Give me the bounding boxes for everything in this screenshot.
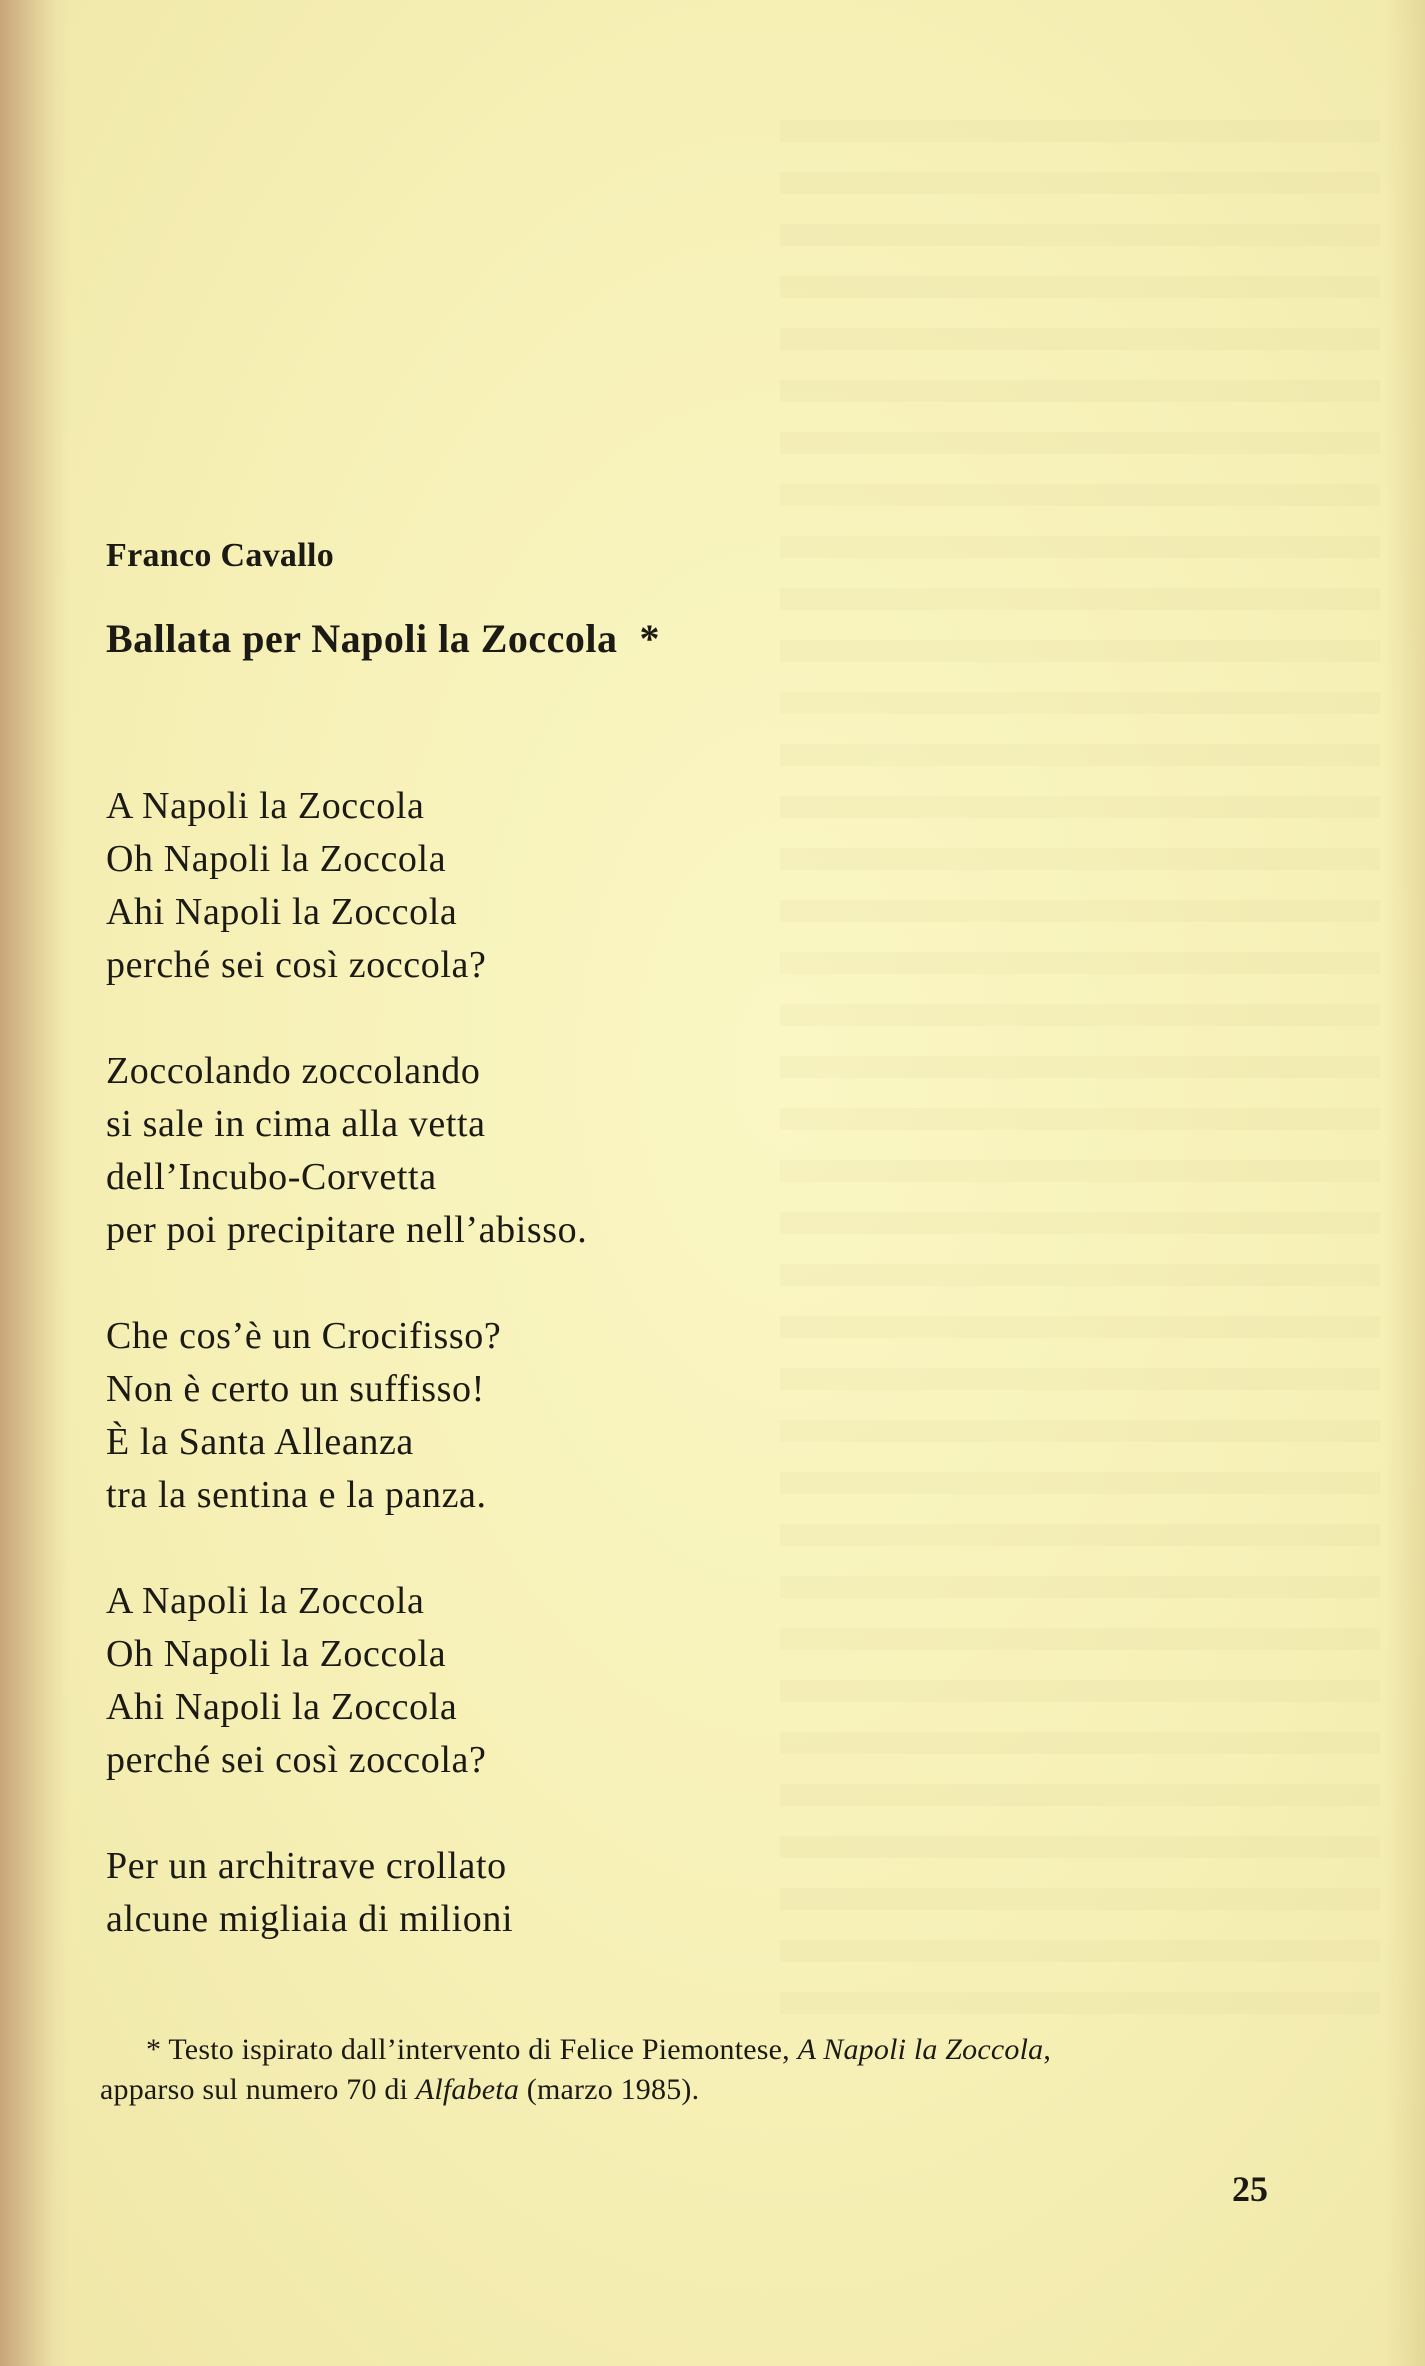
verse-line: Che cos’è un Crocifisso?	[106, 1315, 502, 1357]
stanza	[106, 1840, 587, 1946]
verse-line: Zoccolando zoccolando	[106, 1050, 481, 1092]
page-number: 25	[1232, 2169, 1268, 2209]
footnote-text: Testo ispirato dall’intervento di Felice Piemontese,	[168, 2033, 790, 2066]
footnote-text: (marzo 1985).	[526, 2073, 700, 2106]
stanza	[106, 1310, 587, 1522]
footnote-text: apparso sul numero 70 di	[100, 2073, 409, 2106]
footnote	[100, 2030, 1310, 2110]
verse-line: Per un architrave crollato	[106, 1845, 507, 1887]
verse-line: si sale in cima alla vetta	[106, 1103, 486, 1145]
verse-line: Ahi Napoli la Zoccola	[106, 891, 458, 933]
footnote-line	[100, 2030, 1310, 2070]
verse-line: Ahi Napoli la Zoccola	[106, 1686, 458, 1728]
poem-body	[106, 780, 587, 1946]
verse-line: perché sei così zoccola?	[106, 1739, 487, 1781]
footnote-text: ,	[1043, 2033, 1052, 2066]
verse-line: tra la sentina e la panza.	[106, 1474, 487, 1516]
verse-line: Non è certo un suffisso!	[106, 1368, 485, 1410]
footnote-line	[100, 2070, 1310, 2110]
poem-title	[106, 615, 660, 662]
stanza	[106, 780, 587, 992]
verse-line: dell’Incubo-Corvetta	[106, 1156, 437, 1198]
author-name: Franco Cavallo	[106, 537, 335, 574]
footnote-journal-title: Alfabeta	[415, 2073, 520, 2106]
poem-title-text: Ballata per Napoli la Zoccola	[106, 616, 618, 661]
stanza	[106, 1045, 587, 1257]
verse-line: Oh Napoli la Zoccola	[106, 1633, 447, 1675]
verse-line: È la Santa Alleanza	[106, 1421, 414, 1463]
verse-line: Oh Napoli la Zoccola	[106, 838, 447, 880]
verse-line: A Napoli la Zoccola	[106, 785, 425, 827]
verse-line: alcune migliaia di milioni	[106, 1898, 514, 1940]
footnote-marker: *	[146, 2033, 162, 2066]
stanza	[106, 1575, 587, 1787]
footnote-cited-title: A Napoli la Zoccola	[797, 2033, 1044, 2066]
verse-line: perché sei così zoccola?	[106, 944, 487, 986]
verse-line: A Napoli la Zoccola	[106, 1580, 425, 1622]
verse-line: per poi precipitare nell’abisso.	[106, 1209, 588, 1251]
footnote-marker: *	[639, 616, 661, 661]
